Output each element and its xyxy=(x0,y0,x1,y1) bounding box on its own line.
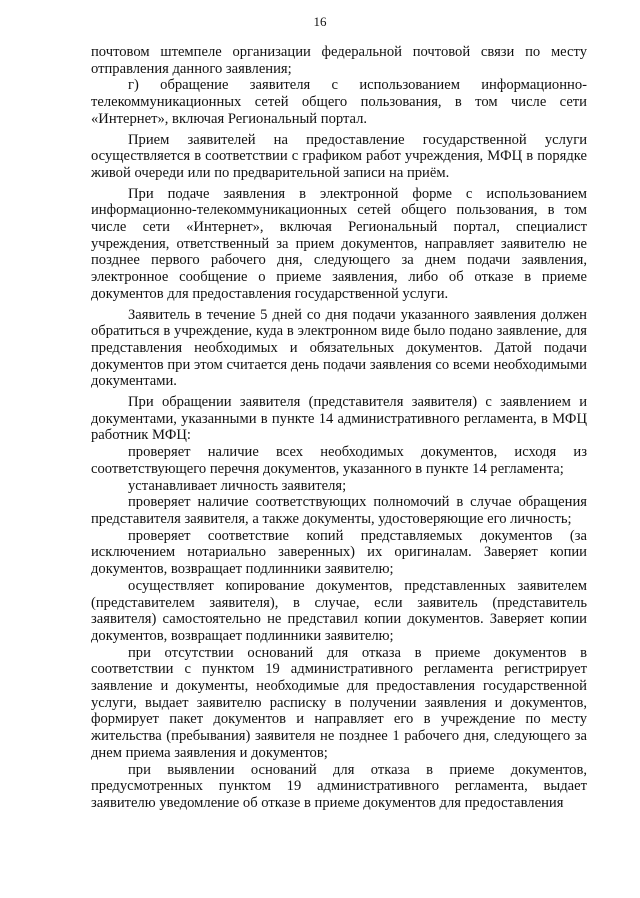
page-number: 16 xyxy=(313,14,327,29)
paragraph-copying: осуществляет копирование документов, представленных заявителем (представителем заявителя), в случае, если заявитель (представитель заявителя) самостоятельно не представил копии документов. Заверяет копии документов, возвращает подлинники заявителю; xyxy=(91,577,587,644)
paragraph-electronic-submission: При подаче заявления в электронной форме с использованием информационно-телекоммуникационных сетей общего пользования, в том числе сети «Интернет», включая Региональный портал, специалист учреждения, ответственный за прием документов, направляет заявителю не позднее первого рабочего дня, следующего за днем подачи заявления, электронное сообщение о приеме заявления, либо об отказе в приеме документов для предоставления государственной услуги. xyxy=(91,185,587,302)
paragraph-authority: проверяет наличие соответствующих полномочий в случае обращения представителя заявителя, а также документы, удостоверяющие его личность; xyxy=(91,494,587,527)
paragraph-postmark: почтовом штемпеле организации федеральной почтовой связи по месту отправления данного заявления; xyxy=(91,44,587,77)
document-body xyxy=(91,44,587,812)
paragraph-refusal: при выявлении оснований для отказа в приеме документов, предусмотренных пунктом 19 административного регламента, выдает заявителю уведомление об отказе в приеме документов для предоставления xyxy=(91,761,587,811)
paragraph-reception: Прием заявителей на предоставление государственной услуги осуществляется в соответствии с графиком работ учреждения, МФЦ в порядке живой очереди или по предварительной записи на приём. xyxy=(91,131,587,181)
paragraph-mfc-intro: При обращении заявителя (представителя заявителя) с заявлением и документами, указанными в пункте 14 административного регламента, в МФЦ работник МФЦ: xyxy=(91,394,587,444)
paragraph-five-days: Заявитель в течение 5 дней со дня подачи указанного заявления должен обратиться в учреждение, куда в электронном виде было подано заявление, для представления необходимых и обязательных документов. Датой подачи документов при этом считается день подачи заявления со всеми необходимыми документами. xyxy=(91,306,587,390)
paragraph-registration: при отсутствии оснований для отказа в приеме документов в соответствии с пунктом 19 административного регламента регистрирует заявление и документы, необходимые для предоставления государственной услуги, выдает заявителю расписку в получении заявления и документов, формирует пакет документов и направляет его в учреждение по месту жительства (пребывания) заявителя не позднее 1 рабочего дня, следующего за днем приема заявления и документов; xyxy=(91,644,587,761)
paragraph-check-documents: проверяет наличие всех необходимых документов, исходя из соответствующего перечня документов, указанного в пункте 14 регламента; xyxy=(91,444,587,477)
paragraph-identity: устанавливает личность заявителя; xyxy=(128,477,347,494)
paragraph-copies-check: проверяет соответствие копий представляемых документов (за исключением нотариально заверенных) их оригиналам. Заверяет копии документов, возвращает подлинники заявителю; xyxy=(91,527,587,578)
paragraph-item-g: г) обращение заявителя с использованием информационно-телекоммуникационных сетей общего пользования, в том числе сети «Интернет», включая Региональный портал. xyxy=(91,77,587,127)
